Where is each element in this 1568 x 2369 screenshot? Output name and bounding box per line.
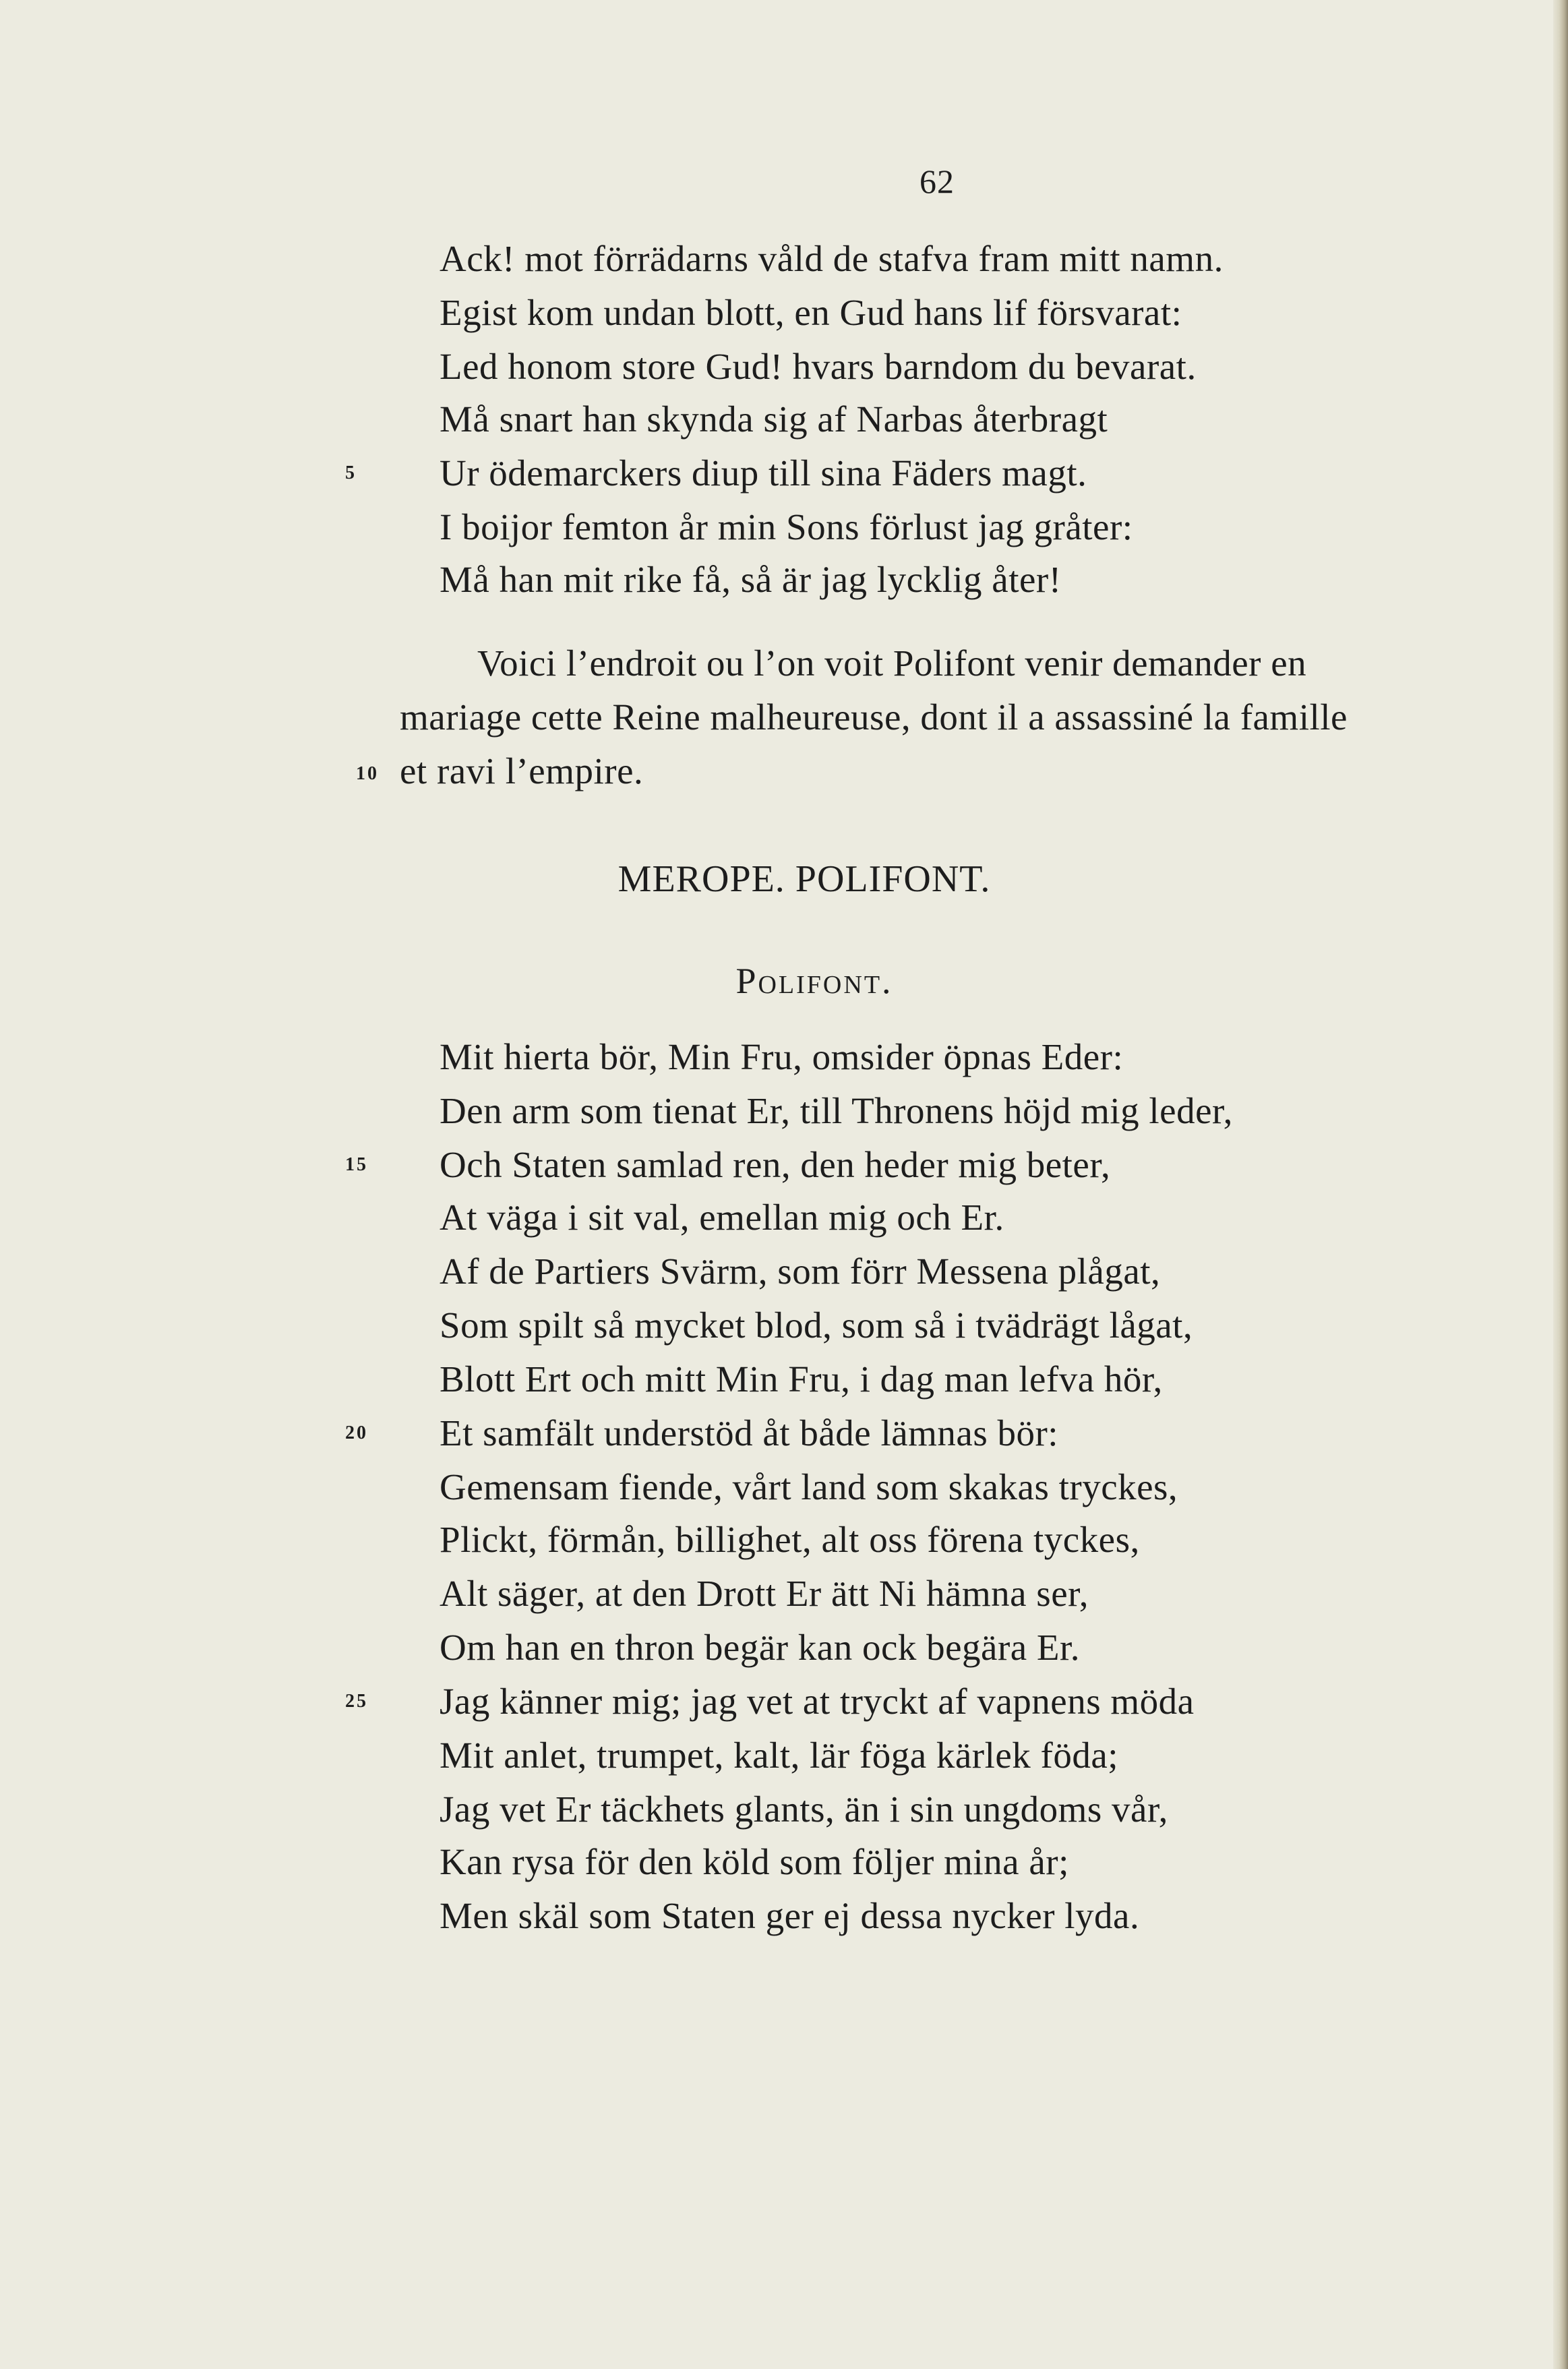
line-number: 15: [345, 1154, 368, 1175]
prose-line: Voici l’endroit ou l’on voit Polifont venir demander en: [477, 642, 1307, 684]
verse-line: Och Staten samlad ren, den heder mig beter,: [440, 1144, 1111, 1185]
verse-line: Jag vet Er täckhets glants, än i sin ungdoms vår,: [440, 1789, 1168, 1830]
verse-line: Ur ödemarckers diup till sina Fäders magt.: [440, 452, 1087, 493]
line-number: 5: [345, 462, 357, 483]
verse-line: Egist kom undan blott, en Gud hans lif försvarat:: [440, 292, 1182, 333]
page-edge: [1553, 0, 1568, 2369]
verse-line: Led honom store Gud! hvars barndom du bevarat.: [440, 346, 1197, 387]
page-number: 62: [919, 162, 955, 200]
verse-line: Et samfält understöd åt både lämnas bör:: [440, 1412, 1059, 1453]
verse-line: Kan rysa för den köld som följer mina år;: [440, 1841, 1069, 1882]
verse-line: Plickt, förmån, billighet, alt oss förena tyckes,: [440, 1519, 1140, 1560]
verse-line: Må han mit rike få, så är jag lycklig åter!: [440, 559, 1062, 600]
verse-line: At väga i sit val, emellan mig och Er.: [440, 1197, 1004, 1238]
verse-line: Som spilt så mycket blod, som så i tvädrägt lågat,: [440, 1305, 1193, 1346]
verse-line: I boijor femton år min Sons förlust jag gråter:: [440, 506, 1133, 547]
verse-line: Af de Partiers Svärm, som förr Messena plågat,: [440, 1251, 1161, 1292]
line-number: 20: [345, 1422, 368, 1443]
verse-line: Gemensam fiende, vårt land som skakas tryckes,: [440, 1466, 1178, 1507]
verse-line: Om han en thron begär kan ock begära Er.: [440, 1627, 1081, 1668]
line-number: 25: [345, 1691, 368, 1712]
speaker-heading: Polifont.: [735, 961, 893, 1001]
verse-line: Men skäl som Staten ger ej dessa nycker lyda.: [440, 1895, 1140, 1936]
verse-line: Mit hierta bör, Min Fru, omsider öpnas Eder:: [440, 1036, 1124, 1077]
scene-heading: MEROPE. POLIFONT.: [617, 858, 991, 900]
prose-line: mariage cette Reine malheureuse, dont il a assassiné la famille: [400, 696, 1348, 738]
verse-line: Alt säger, at den Drott Er ätt Ni hämna ser,: [440, 1573, 1089, 1614]
prose-line: et ravi l’empire.: [400, 750, 644, 791]
verse-line: Ack! mot förrädarns våld de stafva fram mitt namn.: [440, 238, 1224, 279]
verse-line: Må snart han skynda sig af Narbas återbragt: [440, 398, 1108, 440]
verse-line: Den arm som tienat Er, till Thronens höjd mig leder,: [440, 1090, 1233, 1131]
verse-line: Blott Ert och mitt Min Fru, i dag man lefva hör,: [440, 1358, 1163, 1400]
verse-line: Mit anlet, trumpet, kalt, lär föga kärlek föda;: [440, 1735, 1119, 1776]
line-number: 10: [356, 763, 379, 784]
verse-line: Jag känner mig; jag vet at tryckt af vapnens möda: [440, 1681, 1195, 1722]
